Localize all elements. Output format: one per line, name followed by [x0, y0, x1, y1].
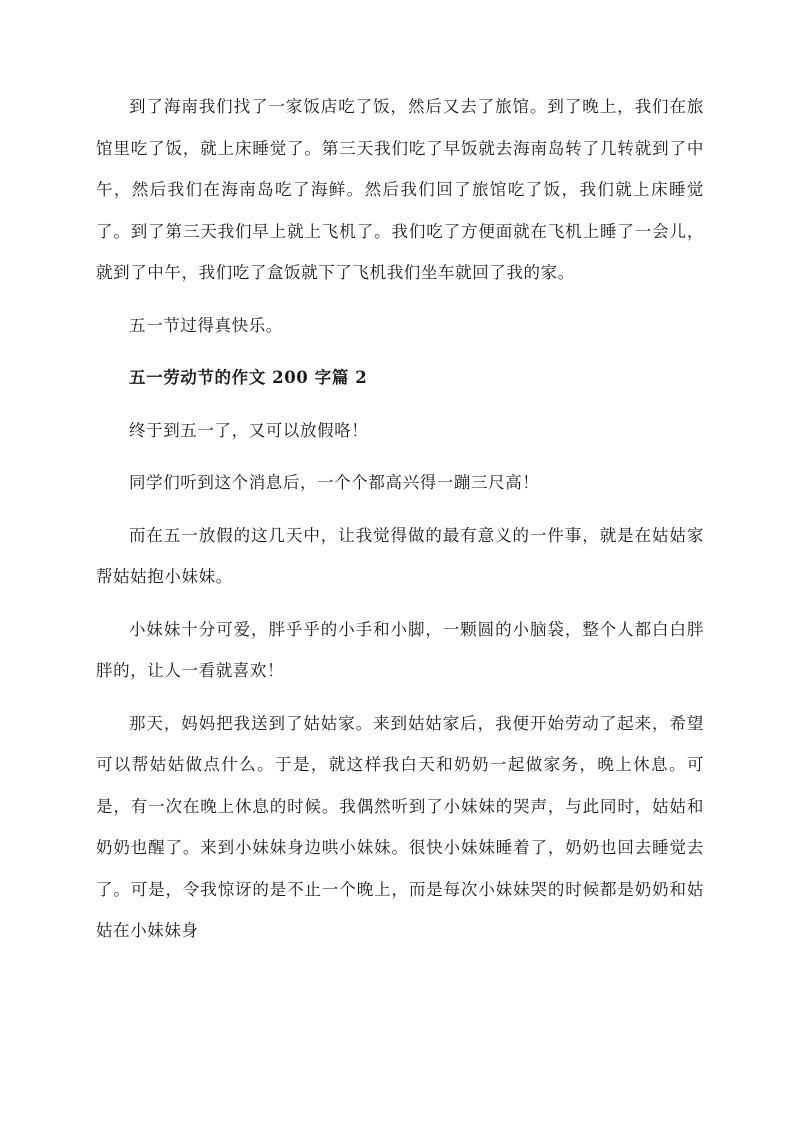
section-heading: 五一劳动节的作文 200 字篇 2 [129, 368, 368, 387]
paragraph-spacer [96, 347, 704, 357]
paragraph: 同学们听到这个消息后，一个个都高兴得一蹦三尺高！ [129, 473, 540, 492]
paragraph-spacer [96, 400, 704, 410]
paragraph-spacer [96, 452, 704, 462]
paragraph: 终于到五一了，又可以放假咯！ [129, 420, 369, 440]
paragraph: 而在五一放假的这几天中，让我觉得做的最有意义的一件事，就是在姑姑家帮姑姑抱小妹妹。 [96, 525, 704, 586]
document-text-column [96, 86, 704, 953]
paragraph: 到了海南我们找了一家饭店吃了饭，然后又去了旅馆。到了晚上，我们在旅馆里吃了饭，就上床睡觉了。第三天我们吃了早饭就去海南岛转了几转就到了中午，然后我们在海南岛吃了海鲜。然后我们回了旅馆吃了饭，我们就上床睡觉了。到了第三天我们早上就上飞机了。我们吃了方便面就在飞机上睡了一会儿，就到了中午，我们吃了盒饭就下了飞机我们坐车就回了我的家。 [96, 97, 704, 282]
paragraph: 五一节过得真快乐。 [129, 315, 283, 335]
paragraph-spacer [96, 505, 704, 515]
paragraph-spacer [96, 599, 704, 609]
paragraph: 那天，妈妈把我送到了姑姑家。来到姑姑家后，我便开始劳动了起来，希望可以帮姑姑做点什么。于是，就这样我白天和奶奶一起做家务，晚上休息。可是，有一次在晚上休息的时候。我偶然听到了小妹妹的哭声，与此同时，姑姑和奶奶也醒了。来到小妹妹身边哄小妹妹。很快小妹妹睡着了，奶奶也回去睡觉去了。可是，令我惊讶的是不止一个晚上，而是每次小妹妹哭的时候都是奶奶和姑姑在小妹妹身 [96, 713, 704, 940]
paragraph-spacer [96, 693, 704, 703]
paragraph-spacer [96, 295, 704, 305]
paragraph: 小妹妹十分可爱，胖乎乎的小手和小脚，一颗圆的小脑袋，整个人都白白胖胖的，让人一看就喜欢！ [96, 619, 704, 680]
